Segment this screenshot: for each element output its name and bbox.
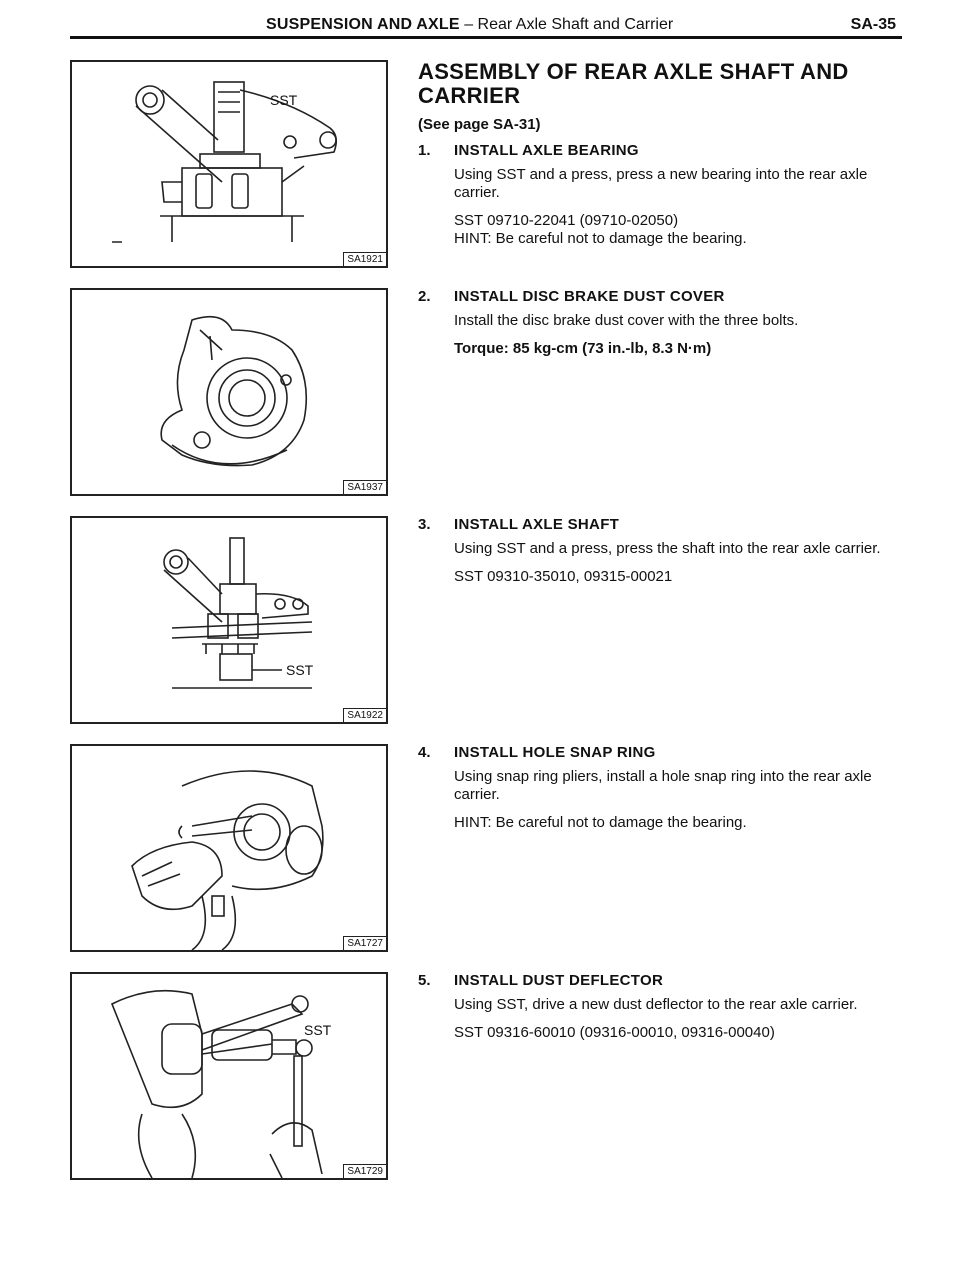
figure-4 bbox=[70, 744, 388, 952]
step-heading: INSTALL AXLE BEARING bbox=[454, 142, 639, 159]
step-body bbox=[454, 540, 904, 596]
figure-1-drawing bbox=[72, 62, 386, 266]
figure-5-sst-label: SST bbox=[304, 1022, 332, 1038]
figure-3-code: SA1922 bbox=[343, 708, 386, 722]
step-text: Using SST, drive a new dust deflector to the rear axle carrier. bbox=[454, 996, 858, 1013]
step-4 bbox=[418, 744, 904, 844]
step-1 bbox=[418, 142, 904, 252]
step-heading: INSTALL DUST DEFLECTOR bbox=[454, 972, 664, 989]
step-body bbox=[454, 768, 904, 842]
figure-1-sst-label: SST bbox=[270, 92, 298, 108]
figure-4-drawing bbox=[72, 746, 386, 950]
step-heading: INSTALL HOLE SNAP RING bbox=[454, 744, 656, 761]
step-sst: SST 09310-35010, 09315-00021 bbox=[454, 568, 673, 585]
step-text: Install the disc brake dust cover with the three bolts. bbox=[454, 312, 799, 329]
step-number: 1. bbox=[418, 142, 431, 159]
figure-5 bbox=[70, 972, 388, 1180]
step-sst: SST 09316-60010 (09316-00010, 09316-00040) bbox=[454, 1024, 775, 1041]
step-sst: SST 09710-22041 (09710-02050) bbox=[454, 212, 679, 229]
page-title: ASSEMBLY OF REAR AXLE SHAFT AND CARRIER bbox=[418, 59, 849, 108]
header-subtitle: – Rear Axle Shaft and Carrier bbox=[459, 16, 674, 33]
step-body bbox=[454, 996, 904, 1052]
step-number: 5. bbox=[418, 972, 431, 989]
step-text: Using SST and a press, press a new bearing into the rear axle carrier. bbox=[454, 166, 868, 201]
step-hint: HINT: Be careful not to damage the bearing. bbox=[454, 230, 747, 247]
figure-2 bbox=[70, 288, 388, 496]
step-body bbox=[454, 312, 904, 368]
figure-3-sst-label: SST bbox=[286, 662, 314, 678]
page-number: SA-35 bbox=[850, 16, 896, 33]
step-hint: HINT: Be careful not to damage the bearing. bbox=[454, 814, 747, 831]
main-content-header bbox=[418, 60, 908, 133]
step-text: Using snap ring pliers, install a hole snap ring into the rear axle carrier. bbox=[454, 768, 872, 803]
header-rule bbox=[70, 36, 902, 39]
figure-5-code: SA1729 bbox=[343, 1164, 386, 1178]
step-2 bbox=[418, 288, 904, 368]
figure-1 bbox=[70, 60, 388, 268]
step-number: 4. bbox=[418, 744, 431, 761]
step-3 bbox=[418, 516, 904, 616]
step-5 bbox=[418, 972, 904, 1072]
step-body bbox=[454, 166, 904, 258]
step-torque: Torque: 85 kg-cm (73 in.-lb, 8.3 N·m) bbox=[454, 340, 712, 357]
figure-4-code: SA1727 bbox=[343, 936, 386, 950]
figure-3 bbox=[70, 516, 388, 724]
figure-5-drawing bbox=[72, 974, 386, 1178]
step-heading: INSTALL DISC BRAKE DUST COVER bbox=[454, 288, 725, 305]
figure-2-drawing bbox=[72, 290, 386, 494]
step-number: 2. bbox=[418, 288, 431, 305]
figure-3-drawing bbox=[72, 518, 386, 722]
see-page-reference: (See page SA-31) bbox=[418, 116, 541, 133]
figure-1-code: SA1921 bbox=[343, 252, 386, 266]
step-number: 3. bbox=[418, 516, 431, 533]
step-heading: INSTALL AXLE SHAFT bbox=[454, 516, 620, 533]
header-section: SUSPENSION AND AXLE bbox=[266, 16, 460, 33]
header-title bbox=[266, 16, 673, 34]
figure-2-code: SA1937 bbox=[343, 480, 386, 494]
step-text: Using SST and a press, press the shaft into the rear axle carrier. bbox=[454, 540, 881, 557]
